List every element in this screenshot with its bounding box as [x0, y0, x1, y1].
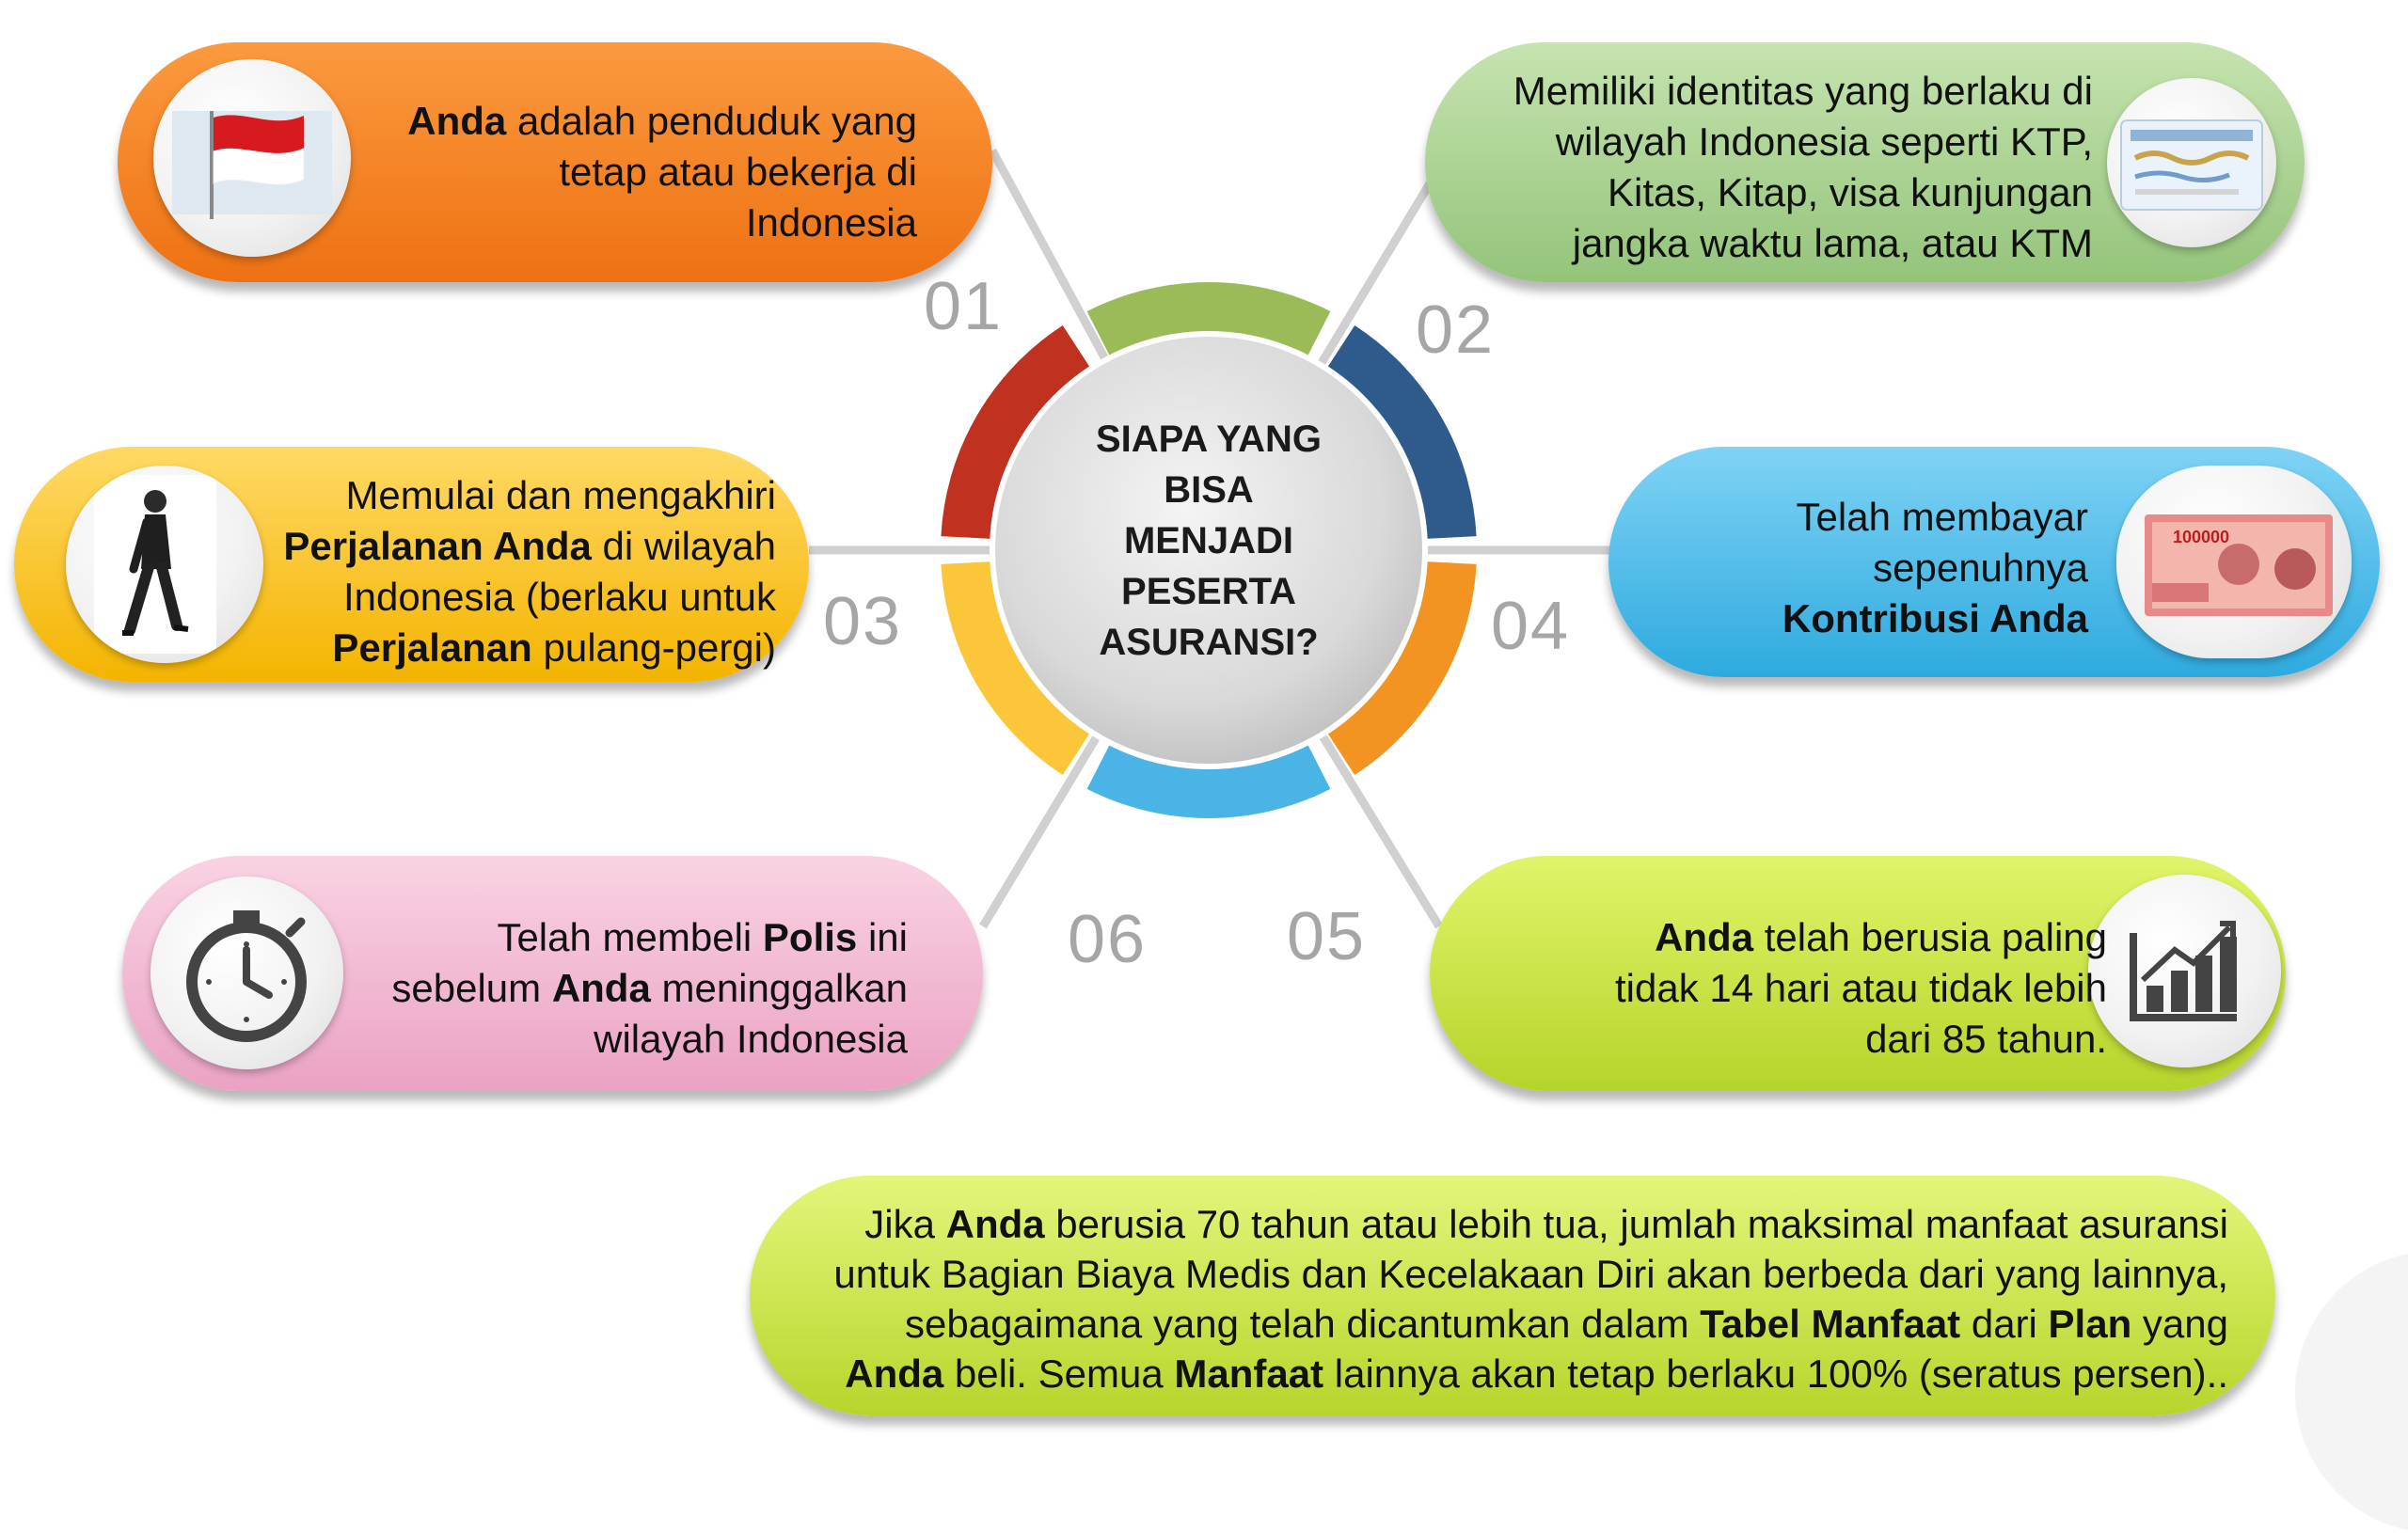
hub-title-line: BISA: [1164, 469, 1254, 511]
criterion-04-card: [1608, 447, 2380, 677]
hub-title-line: SIAPA YANG: [1095, 419, 1323, 460]
text-run: Telah membeli: [497, 915, 763, 959]
text-line: [1782, 593, 2088, 644]
bold-text-run: Manfaat: [1174, 1351, 1324, 1396]
identity-card-icon: [2107, 78, 2276, 247]
text-line: [1513, 117, 2093, 167]
text-run: wilayah Indonesia seperti KTP,: [1555, 119, 2093, 164]
criterion-04-number: 04: [1491, 589, 1571, 664]
criterion-03-text: [283, 470, 776, 673]
text-line: [283, 521, 776, 572]
bold-text-run: Anda: [845, 1351, 944, 1396]
criterion-02-number: 02: [1416, 292, 1496, 368]
text-line: [1615, 1014, 2107, 1065]
text-run: sepenuhnya: [1873, 545, 2088, 590]
text-line: [283, 572, 776, 623]
bold-text-run: Plan: [2048, 1302, 2132, 1346]
criterion-01-card: [118, 42, 992, 282]
criterion-01-text: [407, 96, 917, 248]
text-run: Jika: [864, 1202, 946, 1246]
text-run: untuk Bagian Biaya Medis dan Kecelakaan Diri akan berbeda dari yang lainnya,: [833, 1252, 2228, 1296]
text-line: [391, 1014, 908, 1065]
hub-title-line: ASURANSI?: [1099, 622, 1319, 663]
criterion-03-number: 03: [823, 584, 903, 659]
text-run: Indonesia (berlaku untuk: [343, 575, 776, 619]
text-line: [1615, 912, 2107, 963]
text-run: tidak 14 hari atau tidak lebih: [1614, 966, 2107, 1010]
text-run: tetap atau bekerja di: [559, 150, 917, 194]
text-line: [761, 1299, 2228, 1349]
text-run: lainnya akan tetap berlaku 100% (seratus persen)..: [1323, 1351, 2228, 1396]
hub-title-line: PESERTA: [1121, 571, 1296, 612]
text-run: berusia 70 tahun atau lebih tua, jumlah maksimal manfaat asuransi: [1044, 1202, 2228, 1246]
text-line: [761, 1249, 2228, 1299]
bold-text-run: Tabel Manfaat: [1700, 1302, 1961, 1346]
text-run: Kitas, Kitap, visa kunjungan: [1608, 170, 2093, 214]
criterion-02-text: [1513, 66, 2093, 269]
text-line: [391, 963, 908, 1014]
criterion-05-card: [1430, 856, 2286, 1091]
walking-man-icon: [66, 466, 263, 663]
text-line: [1513, 218, 2093, 269]
rupiah-banknote-icon: [2116, 466, 2352, 658]
criterion-01-number: 01: [924, 269, 1004, 344]
bold-text-run: Polis: [762, 915, 858, 959]
text-line: [407, 198, 917, 248]
text-run: dari 85 tahun.: [1865, 1017, 2107, 1061]
text-run: jangka waktu lama, atau KTM: [1572, 221, 2093, 265]
text-run: Memiliki identitas yang berlaku di: [1513, 69, 2093, 113]
criterion-04-text: [1782, 492, 2088, 644]
text-run: pulang-pergi): [531, 625, 776, 670]
text-line: [761, 1349, 2228, 1399]
hub-title: [1049, 414, 1369, 668]
criterion-05-text: [1615, 912, 2107, 1065]
age-limit-note-text: [761, 1199, 2228, 1399]
text-run: wilayah Indonesia: [594, 1017, 908, 1061]
text-line: [1513, 167, 2093, 218]
text-run: Memulai dan mengakhiri: [345, 473, 776, 517]
text-run: adalah penduduk yang: [506, 99, 917, 143]
text-line: [1513, 66, 2093, 117]
criterion-06-number: 06: [1068, 902, 1148, 977]
text-run: Indonesia: [745, 200, 917, 245]
text-line: [407, 147, 917, 198]
bold-text-run: Anda: [945, 1202, 1045, 1246]
age-limit-note: [750, 1176, 2275, 1415]
bold-text-run: Perjalanan: [332, 625, 532, 670]
text-run: beli. Semua: [943, 1351, 1175, 1396]
text-line: [283, 470, 776, 521]
bold-text-run: Anda: [407, 99, 507, 143]
text-line: [1782, 543, 2088, 593]
text-run: Telah membayar: [1796, 495, 2088, 539]
text-line: [407, 96, 917, 147]
svg-text:100000: 100000: [2173, 528, 2230, 546]
criterion-02-card: [1425, 42, 2305, 282]
text-line: [283, 623, 776, 673]
text-run: yang: [2131, 1302, 2228, 1346]
bold-text-run: Anda: [1655, 915, 1754, 959]
hub-title-line: MENJADI: [1123, 520, 1294, 561]
stopwatch-icon: [150, 877, 343, 1069]
bar-chart-icon: [2088, 875, 2281, 1067]
text-run: dari: [1960, 1302, 2049, 1346]
text-run: meninggalkan: [650, 966, 908, 1010]
criterion-06-card: [122, 856, 983, 1091]
text-run: telah berusia paling: [1753, 915, 2107, 959]
text-line: [1615, 963, 2107, 1014]
criterion-06-text: [391, 912, 908, 1065]
criterion-05-number: 05: [1287, 899, 1367, 974]
text-run: sebelum: [391, 966, 552, 1010]
text-line: [1782, 492, 2088, 543]
criterion-03-card: [14, 447, 809, 682]
text-run: ini: [857, 915, 908, 959]
text-run: di wilayah: [591, 524, 776, 568]
indonesia-flag-icon: [153, 59, 351, 257]
bold-text-run: Perjalanan Anda: [283, 524, 592, 568]
text-run: sebagaimana yang telah dicantumkan dalam: [905, 1302, 1701, 1346]
bold-text-run: Kontribusi Anda: [1782, 596, 2088, 640]
text-line: [761, 1199, 2228, 1249]
bold-text-run: Anda: [551, 966, 651, 1010]
text-line: [391, 912, 908, 963]
